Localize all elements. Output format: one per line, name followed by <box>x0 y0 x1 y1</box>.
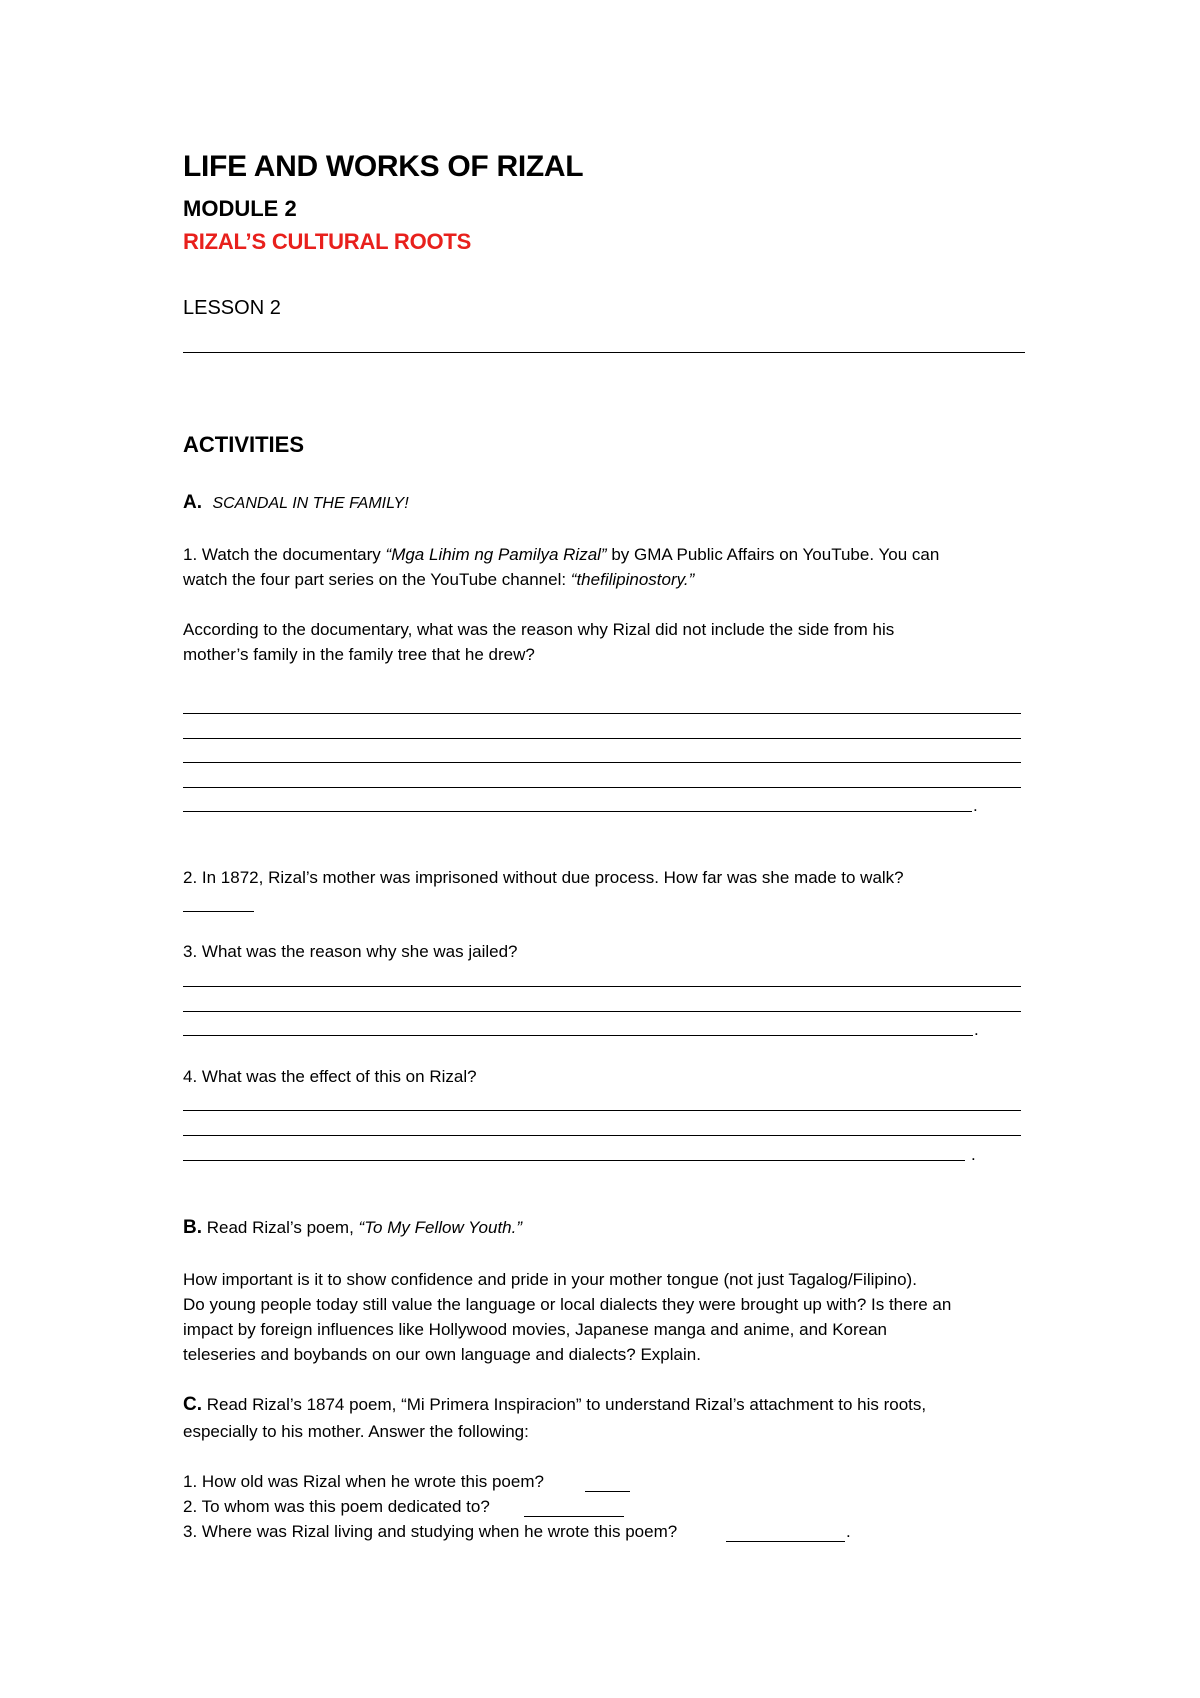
q1-prompt-line2: mother’s family in the family tree that he drew? <box>183 645 535 664</box>
document-title: LIFE AND WORKS OF RIZAL <box>183 150 584 183</box>
q1-period: . <box>973 796 978 815</box>
q4-answer-line[interactable] <box>183 1160 965 1161</box>
header-divider <box>183 352 1025 353</box>
section-a-heading <box>183 492 409 514</box>
q4-answer-line[interactable] <box>183 1135 1021 1136</box>
section-c-q3-period: . <box>846 1522 851 1541</box>
section-a-q1-line2 <box>183 570 694 590</box>
q4-answer-line[interactable] <box>183 1110 1021 1111</box>
poem-title: “To My Fellow Youth.” <box>358 1218 523 1237</box>
documentary-title: “Mga Lihim ng Pamilya Rizal” <box>385 545 607 564</box>
lesson-label: LESSON 2 <box>183 297 281 319</box>
q1-line2-start: watch the four part series on the YouTube channel: <box>183 570 571 589</box>
q1-line1-start: 1. Watch the documentary <box>183 545 386 564</box>
q1-line1-end: by GMA Public Affairs on YouTube. You can <box>606 545 940 564</box>
section-c-intro-line2: especially to his mother. Answer the following: <box>183 1422 529 1441</box>
q3-answer-line[interactable] <box>183 1035 973 1036</box>
q1-answer-line[interactable] <box>183 713 1021 714</box>
section-b-intro: Read Rizal’s poem, <box>202 1218 359 1237</box>
module-subtitle: RIZAL’S CULTURAL ROOTS <box>183 229 472 254</box>
section-c-letter: C. <box>183 1394 202 1415</box>
section-b-line: impact by foreign influences like Hollywood movies, Japanese manga and anime, and Korean <box>183 1320 888 1339</box>
q2-answer-blank[interactable] <box>183 911 254 912</box>
q1-answer-line[interactable] <box>183 762 1021 763</box>
q4-text: 4. What was the effect of this on Rizal? <box>183 1067 477 1086</box>
activities-heading: ACTIVITIES <box>183 432 305 457</box>
youtube-channel-name: “thefilipinostory.” <box>570 570 695 589</box>
q1-answer-line[interactable] <box>183 787 1021 788</box>
q2-text: 2. In 1872, Rizal’s mother was imprisoned without due process. How far was she made to walk? <box>183 868 904 887</box>
section-c-q2: 2. To whom was this poem dedicated to? <box>183 1497 490 1516</box>
q3-answer-line[interactable] <box>183 986 1021 987</box>
section-a-q1-line1 <box>183 545 939 565</box>
section-b-line: Do young people today still value the language or local dialects they were brought up with? Is there an <box>183 1295 952 1314</box>
section-b-heading <box>183 1217 522 1239</box>
section-c-intro-line1: Read Rizal’s 1874 poem, “Mi Primera Inspiracion” to understand Rizal’s attachment to his roots, <box>202 1395 927 1414</box>
section-a-letter: A. <box>183 492 202 513</box>
section-c-q3: 3. Where was Rizal living and studying when he wrote this poem? <box>183 1522 678 1541</box>
q3-period: . <box>974 1020 979 1039</box>
section-b-line: teleseries and boybands on our own language and dialects? Explain. <box>183 1345 701 1364</box>
section-b-letter: B. <box>183 1217 202 1238</box>
q1-prompt-line1: According to the documentary, what was the reason why Rizal did not include the side from his <box>183 620 895 639</box>
q1-answer-line[interactable] <box>183 738 1021 739</box>
q3-text: 3. What was the reason why she was jailed? <box>183 942 518 961</box>
section-b-line: How important is it to show confidence and pride in your mother tongue (not just Tagalog/Filipino). <box>183 1270 917 1289</box>
q4-period: . <box>971 1145 976 1164</box>
section-c-q1: 1. How old was Rizal when he wrote this poem? <box>183 1472 544 1491</box>
section-c-q3-blank[interactable] <box>726 1541 845 1542</box>
module-label: MODULE 2 <box>183 196 297 221</box>
q1-answer-line[interactable] <box>183 811 972 812</box>
section-c-q2-blank[interactable] <box>524 1516 624 1517</box>
section-c-q1-blank[interactable] <box>585 1491 630 1492</box>
section-c-heading <box>183 1394 926 1416</box>
section-a-title: SCANDAL IN THE FAMILY! <box>212 495 409 512</box>
q3-answer-line[interactable] <box>183 1011 1021 1012</box>
